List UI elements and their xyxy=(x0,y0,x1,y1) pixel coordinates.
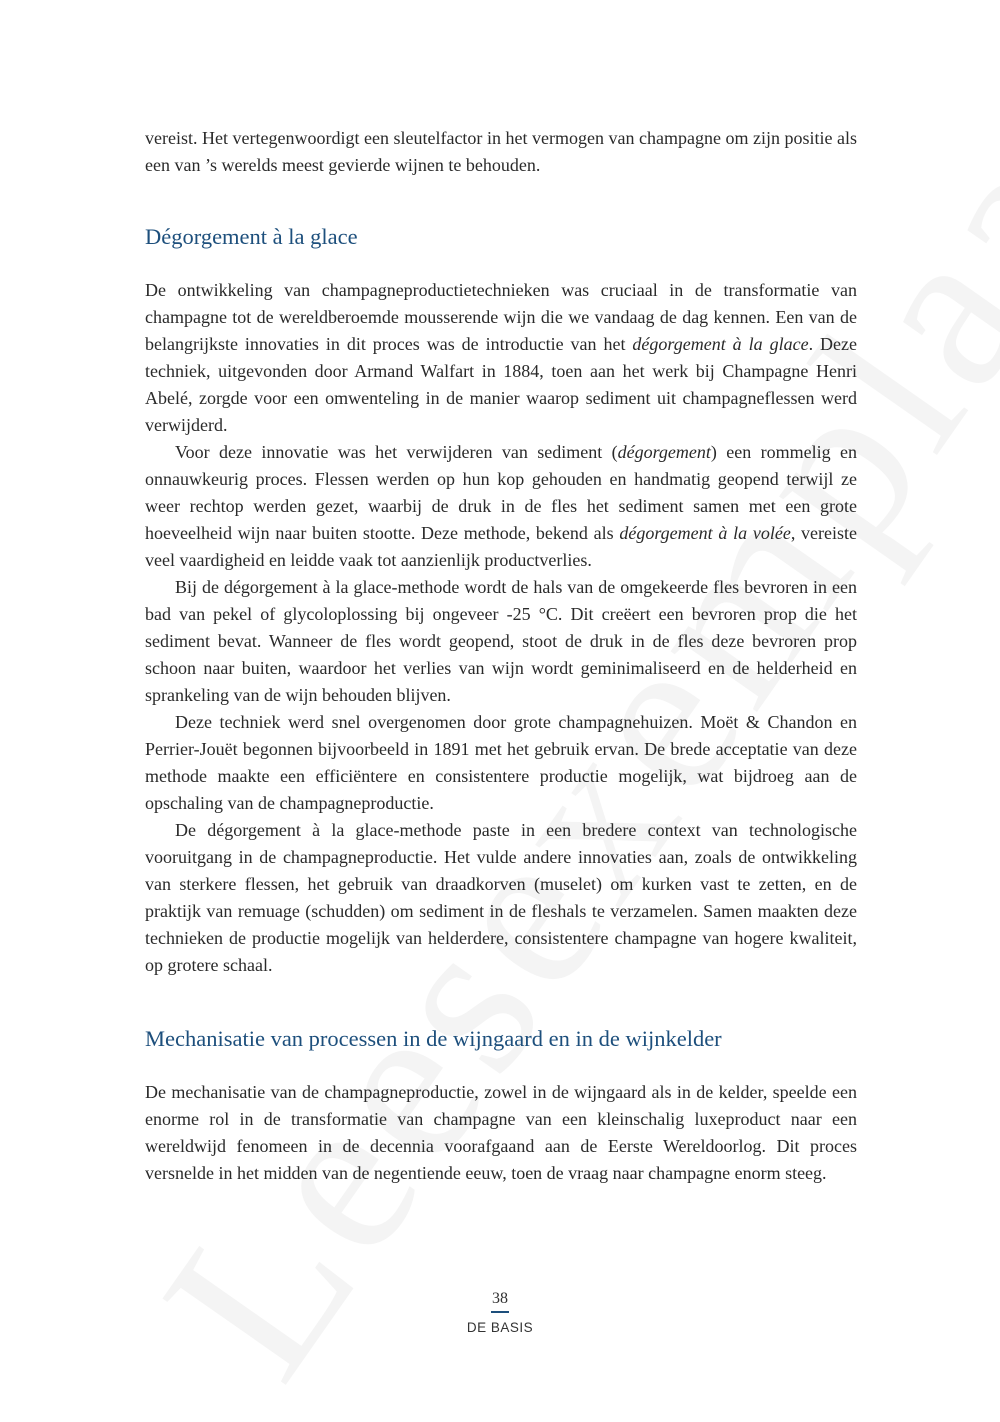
paragraph xyxy=(145,277,857,439)
text: . Deze techniek, uitgevonden door Armand Walfart in 1884, toen aan het werk bij Champagne Henri Abelé, zorgde voor een omwenteling in de manier waarop sediment uit champagneflessen werd verwijderd. xyxy=(145,334,857,435)
italic-term: dégorgement xyxy=(617,442,711,462)
paragraph: De dégorgement à la glace-methode paste in een bredere context van technologische vooruitgang in de champagneproductie. Het vulde andere innovaties aan, zoals de ontwikkeling van sterkere flessen, het gebruik van draadkorven (muselet) om kurken vast te zetten, en de praktijk van remuage (schudden) om sediment in de fleshals te verzamelen. Samen maakten deze technieken de productie mogelijk van helderdere, consistentere champagne van hogere kwaliteit, op grotere schaal. xyxy=(145,820,857,975)
intro-paragraph: vereist. Het vertegenwoordigt een sleutelfactor in het vermogen van champagne om zijn positie als een van ’s werelds meest gevierde wijnen te behouden. xyxy=(145,128,857,175)
text: ) een rommelig en onnauwkeurig proces. Flessen werden op hun kop gehouden en handmatig geopend terwijl ze weer rechtop werden gezet, waarbij de druk in de fles het sediment samen met een grote hoeveelheid wijn naar buiten stootte. Deze methode, bekend als xyxy=(145,442,857,543)
page-body xyxy=(145,125,857,1187)
italic-term: dégorgement à la volée xyxy=(619,523,791,543)
paragraph xyxy=(145,439,857,574)
italic-term: dégorgement à la glace xyxy=(632,334,809,354)
page-footer xyxy=(0,1290,1000,1335)
running-title: DE BASIS xyxy=(466,1320,534,1335)
paragraph: Deze techniek werd snel overgenomen door grote champagnehuizen. Moët & Chandon en Perrier-Jouët begonnen bijvoorbeeld in 1891 met het gebruik ervan. De brede acceptatie van deze methode maakte een efficiëntere en consistentere productie mogelijk, wat bijdroeg aan de opschaling van de champagneproductie. xyxy=(145,712,857,813)
paragraph: De mechanisatie van de champagneproductie, zowel in de wijngaard als in de kelder, speelde een enorme rol in de transformatie van champagne van een kleinschalig luxeproduct naar een wereldwijd fenomeen in de decennia voorafgaand aan de Eerste Wereldoorlog. Dit proces versnelde in het midden van de negentiende eeuw, toen de vraag naar champagne enorm steeg. xyxy=(145,1082,857,1183)
text: , vereiste veel vaardigheid en leidde vaak tot aanzienlijk productverlies. xyxy=(145,523,858,570)
text: De ontwikkeling van champagneproductietechnieken was cruciaal in de transformatie van champagne tot de wereldberoemde mousserende wijn die we vandaag de dag kennen. Een van de belangrijkste innovaties in dit proces was de introductie van het xyxy=(145,280,857,354)
paragraph: Bij de dégorgement à la glace-methode wordt de hals van de omgekeerde fles bevroren in een bad van pekel of glycoloplossing bij ongeveer -25 °C. Dit creëert een bevroren prop die het sediment bevat. Wanneer de fles wordt geopend, stoot de druk in de fles deze bevroren prop schoon naar buiten, waardoor het verlies van wijn wordt geminimaliseerd en de helderheid en sprankeling van de wijn behouden blijven. xyxy=(145,577,857,705)
section-heading: Mechanisatie van processen in de wijngaard en in de wijnkelder xyxy=(145,1026,722,1051)
section-heading: Dégorgement à la glace xyxy=(145,224,358,249)
footer-divider xyxy=(491,1311,509,1313)
page-number: 38 xyxy=(492,1290,508,1307)
text: Voor deze innovatie was het verwijderen van sediment ( xyxy=(175,442,618,462)
